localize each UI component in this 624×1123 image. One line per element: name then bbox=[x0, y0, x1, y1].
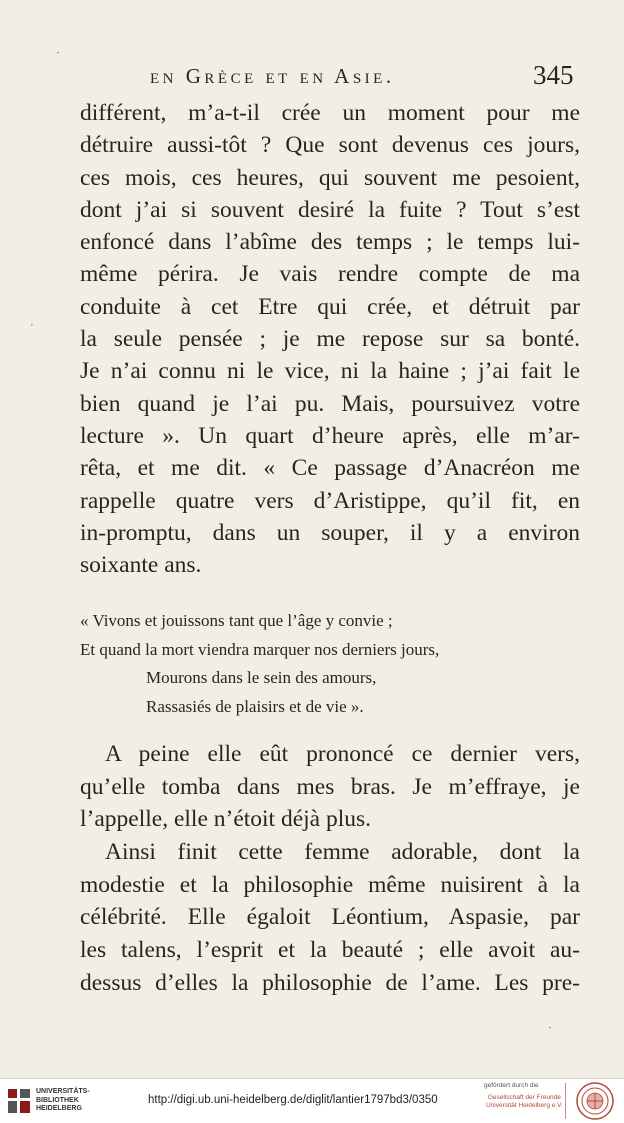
text-line: la seule pensée ; je me repose sur sa bonté. bbox=[80, 326, 580, 353]
text-line: lecture ». Un quart d’heure après, elle m’ar- bbox=[80, 422, 580, 449]
divider bbox=[565, 1083, 566, 1119]
text-line: in-promptu, dans un souper, il y a environ bbox=[80, 519, 580, 546]
university-seal-icon[interactable] bbox=[574, 1081, 616, 1121]
text-line: détruire aussi-tôt ? Que sont devenus ces jours, bbox=[80, 132, 580, 159]
text-line: soixante ans. bbox=[80, 552, 202, 579]
verse-line: « Vivons et jouissons tant que l’âge y convie ; bbox=[80, 611, 393, 630]
text-line: les talens, l’esprit et la beauté ; elle avoit au- bbox=[80, 937, 580, 964]
running-head: en Grèce et en Asie. bbox=[150, 64, 395, 88]
verse-line: Et quand la mort viendra marquer nos derniers jours, bbox=[80, 639, 440, 659]
text-line: A peine elle eût prononcé ce dernier vers, bbox=[105, 741, 580, 767]
text-line: qu’elle tomba dans mes bras. Je m’effraye, je bbox=[80, 773, 580, 800]
text-line: différent, m’a-t-il crée un moment pour me bbox=[80, 100, 580, 126]
text-line: dessus d’elles la philosophie de l’ame. Les pre- bbox=[80, 969, 580, 996]
body-paragraph-2 bbox=[80, 738, 580, 1000]
text-line: Ainsi finit cette femme adorable, dont la bbox=[105, 839, 580, 866]
paper-speck: · bbox=[56, 46, 60, 60]
text-line: enfoncé dans l’abîme des temps ; le temps lui- bbox=[80, 229, 580, 256]
paper-speck: ˏ bbox=[548, 1015, 552, 1029]
library-logo-icon[interactable] bbox=[6, 1087, 32, 1115]
society-name: Gesellschaft der Freunde Universität Heidelberg e.V. bbox=[486, 1094, 563, 1109]
funded-by-label: gefördert durch die bbox=[484, 1082, 539, 1089]
text-line: rappelle quatre vers d’Aristippe, qu’il fit, en bbox=[80, 487, 580, 514]
body-paragraph bbox=[80, 97, 580, 581]
verse-line: Mourons dans le sein des amours, bbox=[146, 668, 377, 687]
text-line: ces mois, ces heures, qui souvent me pesoient, bbox=[80, 164, 580, 191]
page-header bbox=[0, 60, 624, 100]
verse-quote bbox=[80, 607, 590, 721]
library-name: UNIVERSITÄTS- BIBLIOTHEK HEIDELBERG bbox=[36, 1088, 90, 1112]
text-line: l’appelle, elle n’étoit déjà plus. bbox=[80, 806, 372, 833]
permalink-url[interactable]: http://digi.ub.uni-heidelberg.de/diglit/lantier1797bd3/0350 bbox=[148, 1094, 438, 1106]
text-line: Je n’ai connu ni le vice, ni la haine ; j’ai fait le bbox=[80, 358, 580, 385]
text-line: célébrité. Elle égaloit Léontium, Aspasie, par bbox=[80, 904, 580, 931]
paper-speck: · bbox=[30, 318, 34, 332]
text-line: même périra. Je vais rendre compte de ma bbox=[80, 261, 580, 288]
text-line: conduite à cet Etre qui crée, et détruit par bbox=[80, 293, 580, 320]
text-line: dont j’ai si souvent desiré la fuite ? Tout s’est bbox=[80, 196, 580, 223]
verse-line: Rassasiés de plaisirs et de vie ». bbox=[146, 696, 364, 716]
viewer-footer bbox=[0, 1078, 624, 1123]
text-line: rêta, et me dit. « Ce passage d’Anacréon me bbox=[80, 455, 580, 482]
text-line: bien quand je l’ai pu. Mais, poursuivez votre bbox=[80, 390, 580, 417]
text-line: modestie et la philosophie même nuisirent à la bbox=[80, 871, 580, 898]
page-number: 345 bbox=[533, 60, 574, 90]
